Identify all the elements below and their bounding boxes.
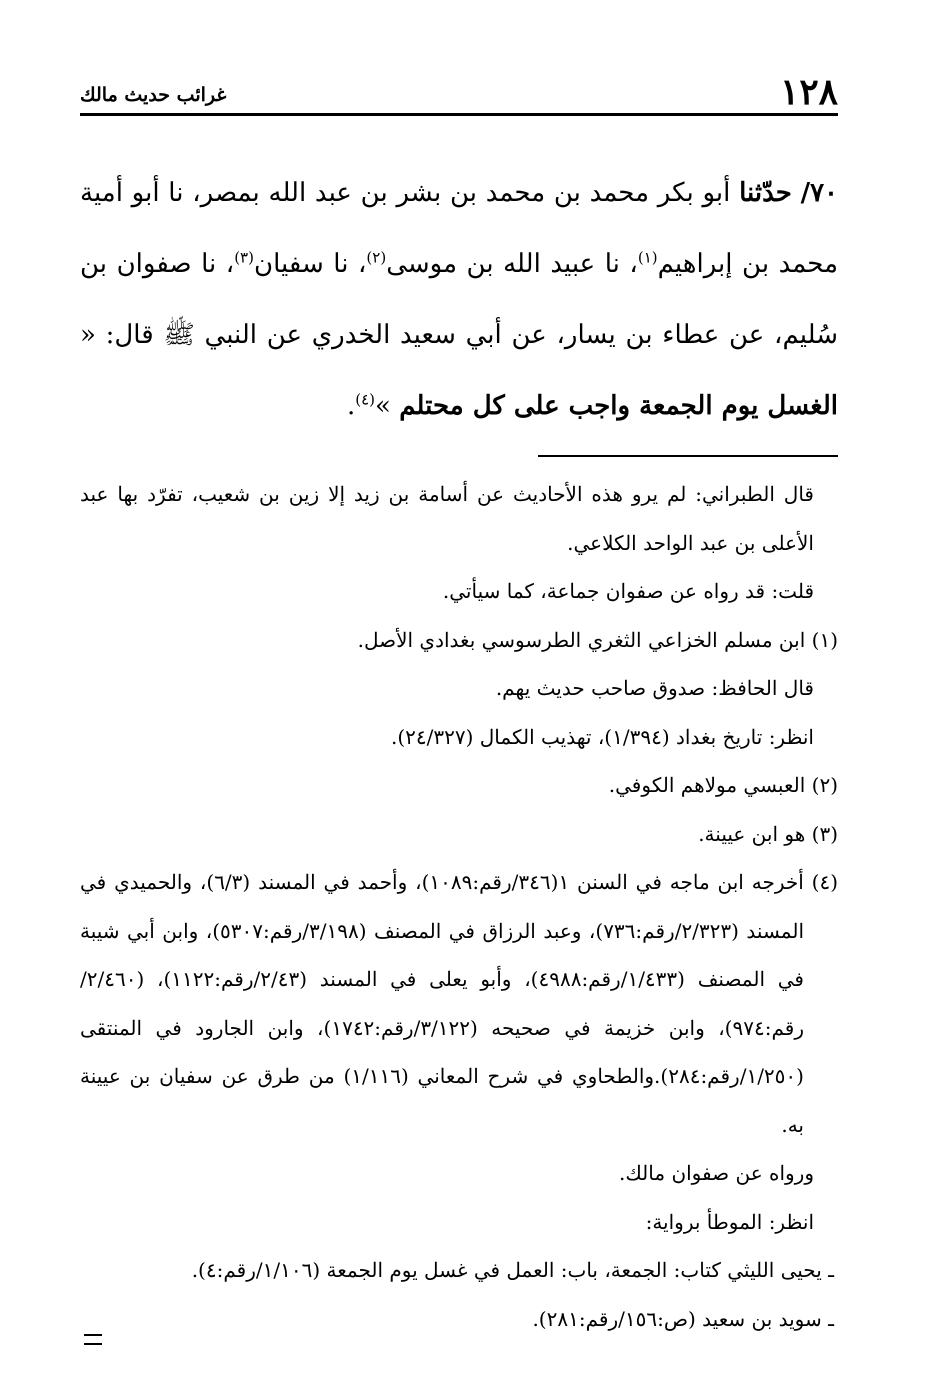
- footnote-separator: [538, 455, 838, 457]
- page-header: [80, 62, 838, 113]
- footnote-1-ref: انظر: تاريخ بغداد (١/٣٩٤)، تهذيب الكمال (٢٤/٣٢٧).: [390, 724, 814, 749]
- footnote-4: (٤) أخرجه ابن ماجه في السنن ١(٣٤٦/رقم:١٠٨٩)، وأحمد في المسند (٦/٣)، والحميدي في المسند (٢/٣٢٣/رقم:٧٣٦)، وعبد الرزاق في المصنف (٣/١٩٨/رقم:٥٣٠٧)، وابن أبي شيبة في المصنف (١/٤٣٣/رقم:٤٩٨٨)، وأبو يعلى في المسند (٢/٤٣/رقم:١١٢٢)، (٢/٤٦٠/رقم:٩٧٤)، وابن خزيمة في صحيحه (٣/١٢٢/رقم:١٧٤٢)، وابن الجارود في المنتقى (١/٢٥٠/رقم:٢٨٤).والطحاوي في شرح المعاني (١/١١٦) من طرق عن سفيان بن عيينة به.: [80, 870, 838, 1137]
- footnote-qultu: قلت: قد رواه عن صفوان جماعة، كما سيأتي.: [442, 579, 814, 603]
- footnote-ref-2: (٢): [366, 248, 387, 267]
- footnote-4-malik: ورواه عن صفوان مالك.: [618, 1161, 814, 1185]
- footnote-4-muwatta: انظر: الموطأ برواية:: [645, 1209, 814, 1234]
- isnad-part: ، نا صفوان بن سُليم، عن عطاء بن يسار، عن أبي سعيد الخدري عن النبي ﷺ قال: «: [80, 249, 838, 350]
- footnote-2: (٢) العبسي مولاهم الكوفي.: [608, 773, 838, 797]
- footnote-ref-3: (٣): [234, 248, 254, 267]
- isnad-part: ، نا عبيد الله بن موسى: [386, 249, 638, 279]
- footnote-1-hafiz: قال الحافظ: صدوق صاحب حديث يهم.: [495, 676, 814, 700]
- hadith-text: [80, 158, 838, 442]
- running-title: غرائب حديث مالك: [80, 84, 227, 106]
- isnad-part: ، نا سفيان: [253, 249, 367, 279]
- footnote-1: (١) ابن مسلم الخزاعي الثغري الطرسوسي بغدادي الأصل.: [357, 627, 838, 652]
- hadith-paragraph: [80, 158, 838, 442]
- hadith-matn: الغسل يوم الجمعة واجب على كل محتلم: [399, 391, 838, 421]
- footnote-tabarani: قال الطبراني: لم يرو هذه الأحاديث عن أسامة بن زيد إلا زين بن شعيب، تفرّد بها عبد الأعلى بن عبد الواحد الكلاعي.: [80, 482, 814, 555]
- footnote-ref-4: (٤): [355, 390, 376, 409]
- period: .: [346, 391, 356, 421]
- footnote-4-suwayd: ـ سويد بن سعيد (ص:١٥٦/رقم:٢٨١).: [532, 1306, 834, 1331]
- footnote-ref-1: (١): [637, 248, 658, 267]
- footnote-3: (٣) هو ابن عيينة.: [698, 821, 838, 846]
- footnotes: [80, 470, 838, 1343]
- header-rule: [80, 113, 838, 116]
- page-end-mark: [84, 1334, 102, 1345]
- page-number: ١٢٨: [779, 71, 838, 113]
- footnote-4-yahya: ـ يحيى الليثي كتاب: الجمعة، باب: العمل في غسل يوم الجمعة (١/١٠٦/رقم:٤).: [191, 1258, 834, 1282]
- isnad-part: أبو بكر محمد بن محمد بن بشر بن عبد الله بمصر، نا أبو أمية محمد بن إبراهيم: [80, 178, 838, 279]
- closing-quote: »: [375, 391, 400, 421]
- transmission-marker: حدّثنا: [739, 178, 792, 208]
- hadith-number: ٧٠/: [800, 178, 838, 208]
